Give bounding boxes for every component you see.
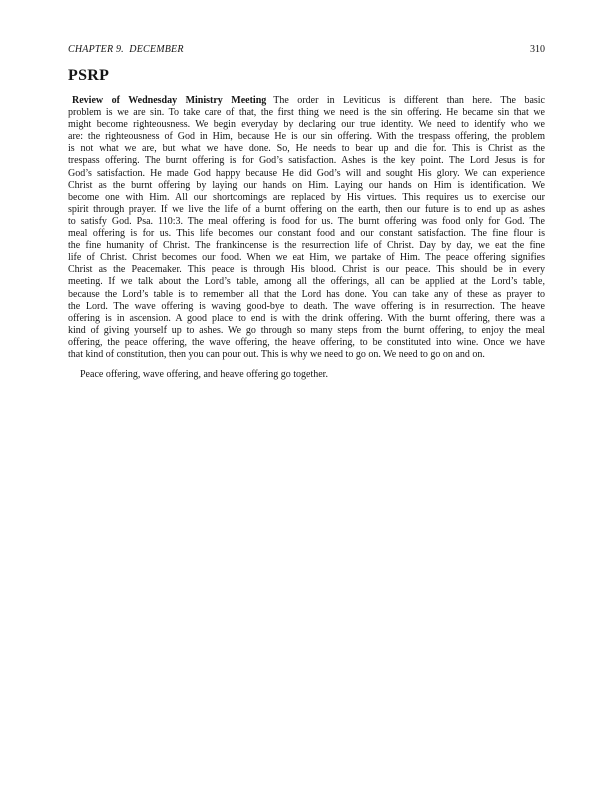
body-line: become one with Him. All our shortcomings are replaced by His virtues. This requires us to exercise our xyxy=(68,191,545,203)
body-line: offering, the peace offering, the wave offering, the heave offering, to be constituted into wine. Once we have xyxy=(68,336,545,348)
body-line xyxy=(68,95,545,107)
body-line: might become righteousness. We begin everyday by declaring our true identity. We need to identify who we xyxy=(68,119,545,131)
body-line: offering is in ascension. A good place to end is with the drink offering. With the burnt offering, there was a xyxy=(68,312,545,324)
body-line-text: The order in Leviticus is different than here. The basic xyxy=(273,95,545,106)
page-number: 310 xyxy=(530,44,545,55)
body-paragraph xyxy=(68,95,545,381)
chapter-header: CHAPTER 9. DECEMBER xyxy=(68,44,184,55)
body-line: spirit through prayer. If we live the life of a burnt offering on the earth, then our future is to end up as ashes xyxy=(68,203,545,215)
body-line: problem is we are sin. To take care of that, the first thing we need is the sin offering. He became sin that we xyxy=(68,107,545,119)
body-line: is not what we are, but what we have done. So, He needs to bear up and die for. This is Christ as the xyxy=(68,143,545,155)
body-line: to satisfy God. Psa. 110:3. The meal offering is food for us. The burnt offering was food only for God. The xyxy=(68,215,545,227)
body-line: life of Christ. Christ becomes our food. When we eat Him, we partake of Him. The peace offering signifies xyxy=(68,252,545,264)
body-line: meeting. If we talk about the Lord’s table, among all the offerings, all can be applied at the Lord’s table, xyxy=(68,276,545,288)
body-line: because the Lord’s table is to remember all that the Lord has done. You can take any of these as prayer to xyxy=(68,288,545,300)
body-line: trespass offering. The burnt offering is for God’s satisfaction. Ashes is the key point. The Lord Jesus is for xyxy=(68,155,545,167)
section-title: PSRP xyxy=(68,67,110,84)
run-in-heading: Review of Wednesday Ministry Meeting xyxy=(72,95,267,106)
body-line: are: the righteousness of God in Him, because He is our sin offering. With the trespass offering, the problem xyxy=(68,131,545,143)
body-line: kind of giving yourself up to ashes. We go through so many steps from the burnt offering, to enjoy the meal xyxy=(68,324,545,336)
body-line: Christ as the Peacemaker. This peace is through His blood. Christ is our peace. This should be in every xyxy=(68,264,545,276)
body-line: Christ as the burnt offering by laying our hands on Him. Laying our hands on Him is identification. We xyxy=(68,179,545,191)
body-line: God’s satisfaction. He made God happy because He did God’s will and sought His glory. We can experience xyxy=(68,167,545,179)
running-header xyxy=(68,44,545,55)
body-line: meal offering is for us. This life becomes our constant food and our constant satisfaction. The fine flour is xyxy=(68,228,545,240)
body-line: that kind of constitution, then you can pour out. This is why we need to go on. We need to go on and on. xyxy=(68,348,485,360)
closing-paragraph: Peace offering, wave offering, and heave offering go together. xyxy=(80,368,328,380)
body-line: the Lord. The wave offering is waving good-bye to death. The wave offering is in resurrection. The heave xyxy=(68,300,545,312)
body-line: the fine humanity of Christ. The frankincense is the resurrection life of Christ. Day by day, we eat the fine xyxy=(68,240,545,252)
